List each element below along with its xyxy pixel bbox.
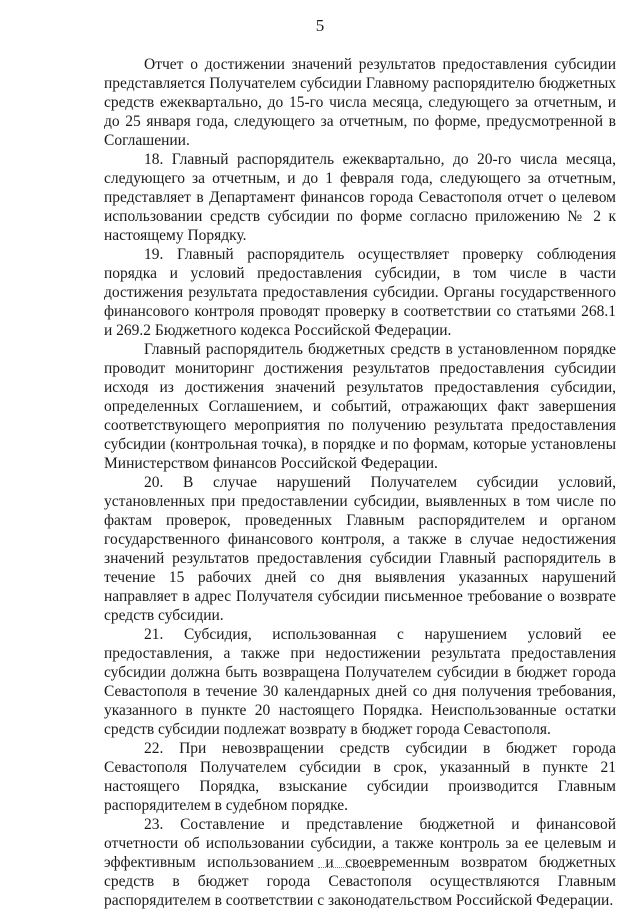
paragraph-22: 22. При невозвращении средств субсидии в бюджет города Севастополя Получателем субсидии в срок, указанный в пункте 21 настоящего Порядка, взыскание субсидии производится Главным распорядителем в судебном порядке. <box>104 740 616 814</box>
end-separator-line <box>318 867 378 868</box>
document-body <box>104 55 616 910</box>
paragraph-23: 23. Составление и представление бюджетной и финансовой отчетности об использовании субсидии, а также контроль за ее целевым и эффективным использованием и своевременным возвратом бюджетных средств в бюджет города Севастополя осуществляются Главным распорядителем в соответствии с законодательством Российской Федерации. <box>104 816 616 909</box>
paragraph-report-intro: Отчет о достижении значений результатов предоставления субсидии представляется Получателем субсидии Главному распорядителю бюджетных средств ежеквартально, до 15-го числа месяца, следующего за отчетным, и до 25 января года, следующего за отчетным, по форме, предусмотренной в Соглашении. <box>104 56 616 149</box>
paragraph-monitoring: Главный распорядитель бюджетных средств в установленном порядке проводит мониторинг достижения результатов предоставления субсидии исходя из достижения значений результатов предоставления субсидии, определенных Соглашением, и событий, отражающих факт завершения соответствующего мероприятия по получению результата предоставления субсидии (контрольная точка), в порядке и по формам, которые установлены Министерством финансов Российской Федерации. <box>104 341 616 472</box>
page-number: 5 <box>315 16 325 35</box>
paragraph-20: 20. В случае нарушений Получателем субсидии условий, установленных при предоставлении субсидии, выявленных в том числе по фактам проверок, проведенных Главным распорядителем и органом государственного финансового контроля, а также в случае недостижения значений результатов предоставления субсидии Главный распорядитель в течение 15 рабочих дней со дня выявления указанных нарушений направляет в адрес Получателя субсидии письменное требование о возврате средств субсидии. <box>104 474 616 624</box>
paragraph-18: 18. Главный распорядитель ежеквартально, до 20-го числа месяца, следующего за отчетным, и до 1 февраля года, следующего за отчетным, представляет в Департамент финансов города Севастополя отчет о целевом использовании средств субсидии по форме согласно приложению № 2 к настоящему Порядку. <box>104 151 616 244</box>
paragraph-19: 19. Главный распорядитель осуществляет проверку соблюдения порядка и условий предоставления субсидии, в том числе в части достижения результата предоставления субсидии. Органы государственного финансового контроля проводят проверку в соответствии со статьями 268.1 и 269.2 Бюджетного кодекса Российской Федерации. <box>104 246 616 339</box>
paragraph-21: 21. Субсидия, использованная с нарушением условий ее предоставления, а также при недостижении результата предоставления субсидии должна быть возвращена Получателем субсидии в бюджет города Севастополя в течение 30 календарных дней со дня получения требования, указанного в пункте 20 настоящего Порядка. Неиспользованные остатки средств субсидии подлежат возврату в бюджет города Севастополя. <box>104 626 616 738</box>
